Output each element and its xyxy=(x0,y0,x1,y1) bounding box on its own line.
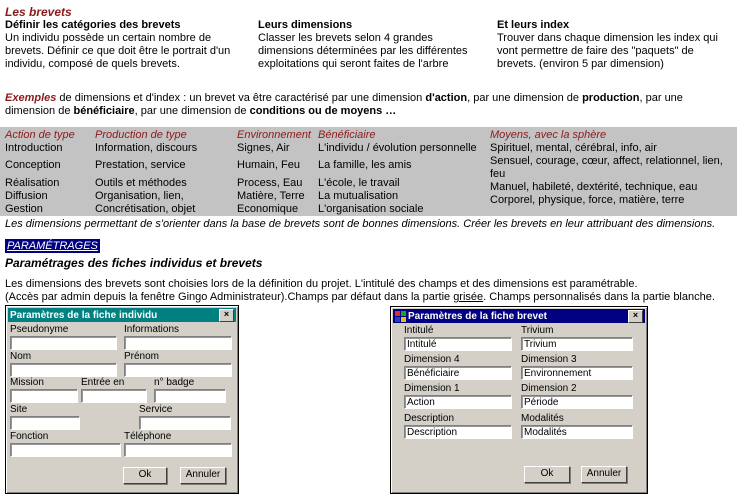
site-input[interactable] xyxy=(10,416,80,430)
table-cell: Signes, Air xyxy=(237,142,290,154)
numero-badge-input[interactable] xyxy=(154,389,226,403)
intro-column-index xyxy=(497,19,732,71)
column-heading: Et leurs index xyxy=(497,19,570,31)
table-column-environnement xyxy=(237,129,318,216)
examples-text: , par une dimension de xyxy=(134,105,250,117)
modalites-label: Modalités xyxy=(521,413,564,424)
fonction-label: Fonction xyxy=(10,431,49,442)
parametrages-line2-end: . Champs personnalisés dans la partie blanche. xyxy=(483,291,715,303)
intitule-input[interactable] xyxy=(404,337,512,351)
informations-label: Informations xyxy=(124,324,180,335)
examples-bold-production: production xyxy=(582,92,640,104)
table-cell: Organisation, lien, xyxy=(95,190,184,202)
site-label: Site xyxy=(10,404,28,415)
table-cell: Prestation, service xyxy=(95,159,186,171)
table-cell: La mutualisation xyxy=(318,190,399,202)
cancel-button[interactable]: Annuler xyxy=(180,467,226,484)
table-cell: Manuel, habileté, dextérité, technique, eau xyxy=(490,181,698,193)
examples-bold-action: d'action xyxy=(425,92,468,104)
examples-paragraph xyxy=(5,92,732,118)
app-icon xyxy=(395,311,406,322)
column-body: Un individu possède un certain nombre de brevets. Définir ce que doit être le portrait d'un individu, composé de quels brevets. xyxy=(5,32,231,70)
ok-button[interactable]: Ok xyxy=(524,466,570,483)
table-header: Action de type xyxy=(5,129,75,141)
table-cell: Conception xyxy=(5,159,61,171)
intro-column-categories xyxy=(5,19,258,71)
close-icon[interactable]: × xyxy=(219,309,234,322)
description-input[interactable] xyxy=(404,425,512,439)
nom-input[interactable] xyxy=(10,363,117,377)
column-body: Classer les brevets selon 4 grandes dimensions déterminées par les différentes exploitations qui seront faites de l'arbre xyxy=(258,32,468,70)
dialog-titlebar xyxy=(8,308,236,322)
table-note: Les dimensions permettant de s'orienter dans la base de brevets sont de bonnes dimensions. Créer les brevets en leur attribuant des dimensions. xyxy=(5,218,716,230)
table-cell: Economique xyxy=(237,203,299,215)
dimension-table xyxy=(0,127,737,216)
table-column-action xyxy=(5,129,95,216)
description-label: Description xyxy=(404,413,455,424)
service-input[interactable] xyxy=(139,416,231,430)
dialog-title: Paramètres de la fiche brevet xyxy=(408,310,547,322)
parametrages-heading: Paramétrages des fiches individus et brevets xyxy=(5,256,263,270)
close-icon[interactable]: × xyxy=(628,310,643,323)
intro-column-dimensions xyxy=(258,19,497,71)
dimension2-label: Dimension 2 xyxy=(521,383,577,394)
parametrages-line2: (Accès par admin depuis la fenêtre Gingo Administrateur).Champs par défaut dans la partie xyxy=(5,291,454,303)
table-cell: Introduction xyxy=(5,142,63,154)
table-cell: Humain, Feu xyxy=(237,159,300,171)
nom-label: Nom xyxy=(10,351,32,362)
table-cell: Outils et méthodes xyxy=(95,177,187,189)
table-cell: Process, Eau xyxy=(237,177,303,189)
prenom-label: Prénom xyxy=(124,351,160,362)
trivium-label: Trivium xyxy=(521,325,554,336)
numero-badge-label: n° badge xyxy=(154,377,195,388)
table-column-moyens xyxy=(490,129,737,216)
table-cell: L'organisation sociale xyxy=(318,203,424,215)
examples-bold-moyens: conditions ou de moyens … xyxy=(249,105,397,117)
cancel-button[interactable]: Annuler xyxy=(581,466,627,483)
examples-text: , par une dimension de xyxy=(467,92,583,104)
table-cell: Sensuel, courage, cœur, affect, relationnel, lien, feu xyxy=(490,155,723,180)
dialog-titlebar xyxy=(393,309,645,323)
examples-text: de dimensions et d'index : un brevet va être caractérisé par une dimension xyxy=(56,92,426,104)
table-cell: Diffusion xyxy=(5,190,48,202)
dialog-fiche-brevet xyxy=(390,306,648,494)
dimension4-label: Dimension 4 xyxy=(404,354,460,365)
parametrages-line1: Les dimensions des brevets sont choisies lors de la définition du projet. L'intitulé des champs et des dimensions est paramétrable. xyxy=(5,278,638,290)
dimension4-input[interactable] xyxy=(404,366,512,380)
telephone-input[interactable] xyxy=(124,443,232,457)
parametrages-paragraph xyxy=(5,278,732,304)
examples-lead: Exemples xyxy=(5,92,57,104)
examples-text: , par une dimension de xyxy=(5,92,683,117)
table-header: Bénéficiaire xyxy=(318,129,376,141)
table-cell: Matière, Terre xyxy=(237,190,305,202)
dimension2-input[interactable] xyxy=(521,395,633,409)
mission-input[interactable] xyxy=(10,389,78,403)
table-cell: Gestion xyxy=(5,203,43,215)
ok-button[interactable]: Ok xyxy=(123,467,167,484)
table-cell: Réalisation xyxy=(5,177,60,189)
entree-input[interactable] xyxy=(81,389,147,403)
page-title: Les brevets xyxy=(5,5,72,19)
table-column-beneficiaire xyxy=(318,129,490,216)
dimension3-label: Dimension 3 xyxy=(521,354,577,365)
parametrages-grisee: grisée xyxy=(453,291,484,303)
modalites-input[interactable] xyxy=(521,425,633,439)
examples-bold-beneficiaire: bénéficiaire xyxy=(73,105,135,117)
dialog-fiche-individu xyxy=(5,305,239,494)
column-heading: Définir les catégories des brevets xyxy=(5,19,181,31)
table-cell: La famille, les amis xyxy=(318,159,412,171)
table-cell: Spirituel, mental, cérébral, info, air xyxy=(490,142,657,154)
table-cell: L'école, le travail xyxy=(318,177,400,189)
table-cell: Concrétisation, objet xyxy=(95,203,196,215)
column-heading: Leurs dimensions xyxy=(258,19,353,31)
table-cell: Corporel, physique, force, matière, terre xyxy=(490,194,685,206)
intitule-label: Intitulé xyxy=(404,325,434,336)
dimension1-input[interactable] xyxy=(404,395,512,409)
dimension1-label: Dimension 1 xyxy=(404,383,460,394)
trivium-input[interactable] xyxy=(521,337,633,351)
intro-columns xyxy=(5,19,732,71)
table-header: Environnement xyxy=(237,129,311,141)
table-header: Production de type xyxy=(95,129,187,141)
table-column-production xyxy=(95,129,237,216)
dialog-title: Paramètres de la fiche individu xyxy=(10,309,158,321)
telephone-label: Téléphone xyxy=(124,431,172,442)
table-cell: L'individu / évolution personnelle xyxy=(318,142,477,154)
intro-section xyxy=(5,6,732,71)
dimension3-input[interactable] xyxy=(521,366,633,380)
service-label: Service xyxy=(139,404,173,415)
table-header: Moyens, avec la sphère xyxy=(490,129,607,141)
informations-input[interactable] xyxy=(124,336,232,350)
prenom-input[interactable] xyxy=(124,363,232,377)
column-body: Trouver dans chaque dimension les index qui vont permettre de faire des "paquets" de brevets. (environ 5 par dimension) xyxy=(497,32,718,70)
pseudonyme-input[interactable] xyxy=(10,336,117,350)
mission-label: Mission xyxy=(10,377,44,388)
entree-label: Entrée en xyxy=(81,377,125,388)
table-cell: Information, discours xyxy=(95,142,198,154)
parametrages-badge: PARAMÉTRAGES xyxy=(7,240,98,252)
fonction-input[interactable] xyxy=(10,443,121,457)
pseudonyme-label: Pseudonyme xyxy=(10,324,69,335)
